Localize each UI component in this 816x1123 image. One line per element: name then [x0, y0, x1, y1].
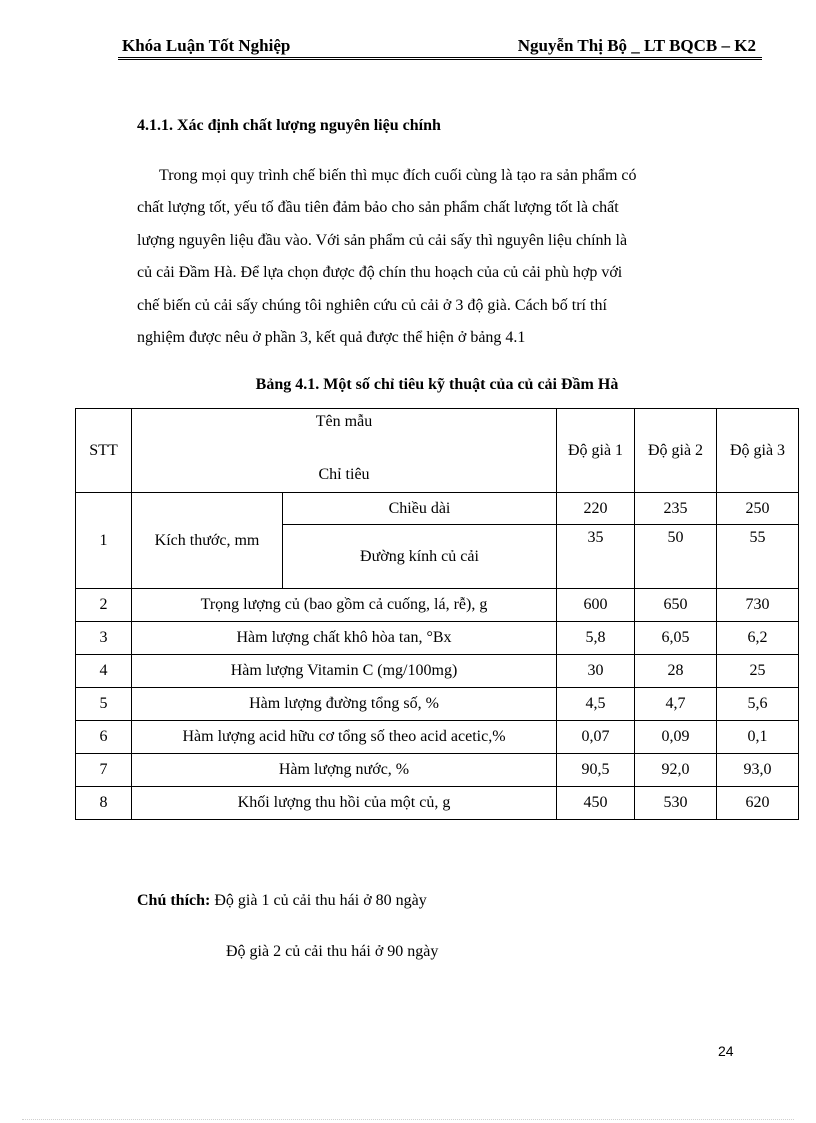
header-do-gia-1: Độ già 1	[557, 409, 635, 493]
table-row	[76, 787, 799, 820]
paragraph-line: chế biến củ cải sấy chúng tôi nghiên cứu củ cải ở 3 độ già. Cách bố trí thí	[137, 296, 607, 314]
note-label: Chú thích:	[137, 892, 211, 909]
cell-stt: 7	[76, 754, 132, 787]
cell-value: 55	[717, 525, 799, 589]
cell-value: 25	[717, 655, 799, 688]
cell-stt: 2	[76, 589, 132, 622]
cell-value: 450	[557, 787, 635, 820]
cell-stt: 3	[76, 622, 132, 655]
table-header-row	[76, 409, 799, 493]
body-paragraph	[137, 160, 740, 354]
table-row	[76, 622, 799, 655]
page-bottom-border	[22, 1119, 794, 1120]
cell-stt: 4	[76, 655, 132, 688]
cell-label: Khối lượng thu hồi của một củ, g	[132, 787, 557, 820]
cell-stt: 1	[76, 493, 132, 589]
cell-value: 5,6	[717, 688, 799, 721]
paragraph-line: Trong mọi quy trình chế biến thì mục đích cuối cùng là tạo ra sản phẩm có	[159, 167, 637, 184]
cell-stt: 5	[76, 688, 132, 721]
section-title: 4.1.1. Xác định chất lượng nguyên liệu chính	[137, 117, 441, 134]
header-ten-mau: Tên mẫu	[315, 413, 373, 430]
header-stt: STT	[76, 409, 132, 493]
cell-value: 650	[635, 589, 717, 622]
note-line-2: Độ già 2 củ cải thu hái ở 90 ngày	[226, 943, 439, 960]
header-do-gia-2: Độ già 2	[635, 409, 717, 493]
cell-stt: 6	[76, 721, 132, 754]
header-do-gia-3: Độ già 3	[717, 409, 799, 493]
cell-value: 250	[717, 493, 799, 525]
cell-value: 0,09	[635, 721, 717, 754]
header-right: Nguyễn Thị Bộ _ LT BQCB – K2	[517, 36, 756, 55]
table-row	[76, 721, 799, 754]
cell-label: Trọng lượng củ (bao gồm cả cuống, lá, rễ), g	[132, 589, 557, 622]
cell-value: 4,7	[635, 688, 717, 721]
cell-value: 600	[557, 589, 635, 622]
cell-label: Đường kính củ cải	[283, 525, 557, 589]
cell-label: Hàm lượng Vitamin C (mg/100mg)	[132, 655, 557, 688]
page-header	[118, 36, 762, 56]
paragraph-line: nghiệm được nêu ở phần 3, kết quả được thể hiện ở bảng 4.1	[137, 329, 526, 347]
cell-value: 35	[557, 525, 635, 589]
cell-label: Hàm lượng đường tổng số, %	[132, 688, 557, 721]
cell-group-label: Kích thước, mm	[132, 493, 283, 589]
note	[137, 892, 427, 910]
cell-value: 50	[635, 525, 717, 589]
cell-value: 5,8	[557, 622, 635, 655]
cell-value: 0,1	[717, 721, 799, 754]
cell-label: Chiều dài	[283, 493, 557, 525]
cell-value: 93,0	[717, 754, 799, 787]
cell-value: 0,07	[557, 721, 635, 754]
table-row	[76, 655, 799, 688]
cell-value: 4,5	[557, 688, 635, 721]
table-caption: Bảng 4.1. Một số chỉ tiêu kỹ thuật của củ cải Đầm Hà	[255, 376, 619, 393]
note-line-1: Độ già 1 củ cải thu hái ở 80 ngày	[214, 892, 427, 909]
cell-value: 235	[635, 493, 717, 525]
cell-value: 28	[635, 655, 717, 688]
header-rule	[118, 59, 762, 60]
data-table	[75, 408, 799, 820]
paragraph-line: củ cải Đầm Hà. Để lựa chọn được độ chín thu hoạch của củ cải phù hợp với	[137, 264, 623, 282]
page-number: 24	[718, 1043, 734, 1059]
cell-value: 730	[717, 589, 799, 622]
cell-value: 6,2	[717, 622, 799, 655]
cell-value: 6,05	[635, 622, 717, 655]
cell-label: Hàm lượng chất khô hòa tan, °Bx	[132, 622, 557, 655]
cell-value: 530	[635, 787, 717, 820]
cell-value: 90,5	[557, 754, 635, 787]
cell-value: 92,0	[635, 754, 717, 787]
table-row	[76, 493, 799, 525]
cell-stt: 8	[76, 787, 132, 820]
table-row	[76, 589, 799, 622]
cell-value: 620	[717, 787, 799, 820]
cell-value: 220	[557, 493, 635, 525]
cell-value: 30	[557, 655, 635, 688]
header-diagonal-cell	[132, 409, 557, 493]
header-left: Khóa Luận Tốt Nghiệp	[122, 36, 291, 55]
header-rule	[118, 57, 762, 58]
table-row	[76, 688, 799, 721]
table-row	[76, 754, 799, 787]
cell-label: Hàm lượng acid hữu cơ tổng số theo acid acetic,%	[132, 721, 557, 754]
header-chi-tieu: Chỉ tiêu	[318, 466, 370, 483]
paragraph-line: chất lượng tốt, yếu tố đầu tiên đảm bảo cho sản phẩm chất lượng tốt là chất	[137, 199, 619, 217]
paragraph-line: lượng nguyên liệu đầu vào. Với sản phẩm củ cải sấy thì nguyên liệu chính là	[137, 231, 628, 249]
cell-label: Hàm lượng nước, %	[132, 754, 557, 787]
